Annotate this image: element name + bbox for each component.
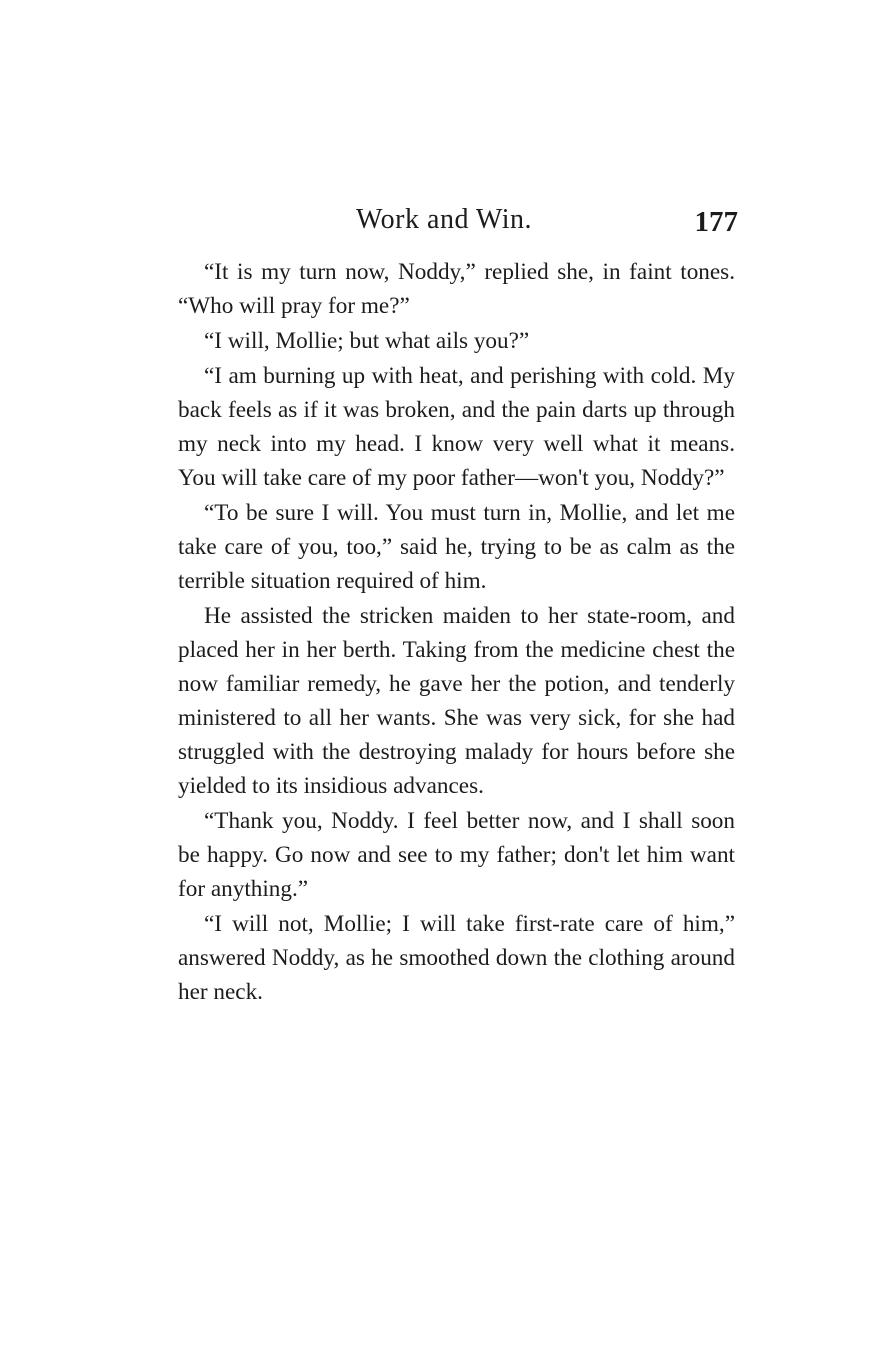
running-title: Work and Win. — [356, 204, 533, 235]
paragraph: “I will, Mollie; but what ails you?” — [204, 328, 530, 354]
page-number: 177 — [694, 206, 738, 238]
paragraph: He assisted the stricken maiden to her state-room, and placed her in her berth. Taking from the medicine chest the now familiar remedy, he gave her the potion, and tenderly ministered to all her wants. She was very sick, for she had struggled with the destroying malady for hours before she yielded to its insidious advances. — [178, 603, 735, 799]
paragraph: “It is my turn now, Noddy,” replied she, in faint tones. “Who will pray for me?” — [178, 259, 735, 319]
paragraph: “I will not, Mollie; I will take first-rate care of him,” answered Noddy, as he smoothed down the clothing around her neck. — [178, 911, 735, 1005]
page-body — [178, 255, 735, 1009]
paragraph: “I am burning up with heat, and perishing with cold. My back feels as if it was broken, and the pain darts up through my neck into my head. I know very well what it means. You will take care of my poor father—won't you, Noddy?” — [178, 363, 735, 491]
paragraph: “Thank you, Noddy. I feel better now, and I shall soon be happy. Go now and see to my father; don't let him want for anything.” — [178, 808, 735, 902]
running-head — [178, 204, 738, 248]
paragraph: “To be sure I will. You must turn in, Mollie, and let me take care of you, too,” said he, trying to be as calm as the terrible situation required of him. — [178, 500, 735, 594]
